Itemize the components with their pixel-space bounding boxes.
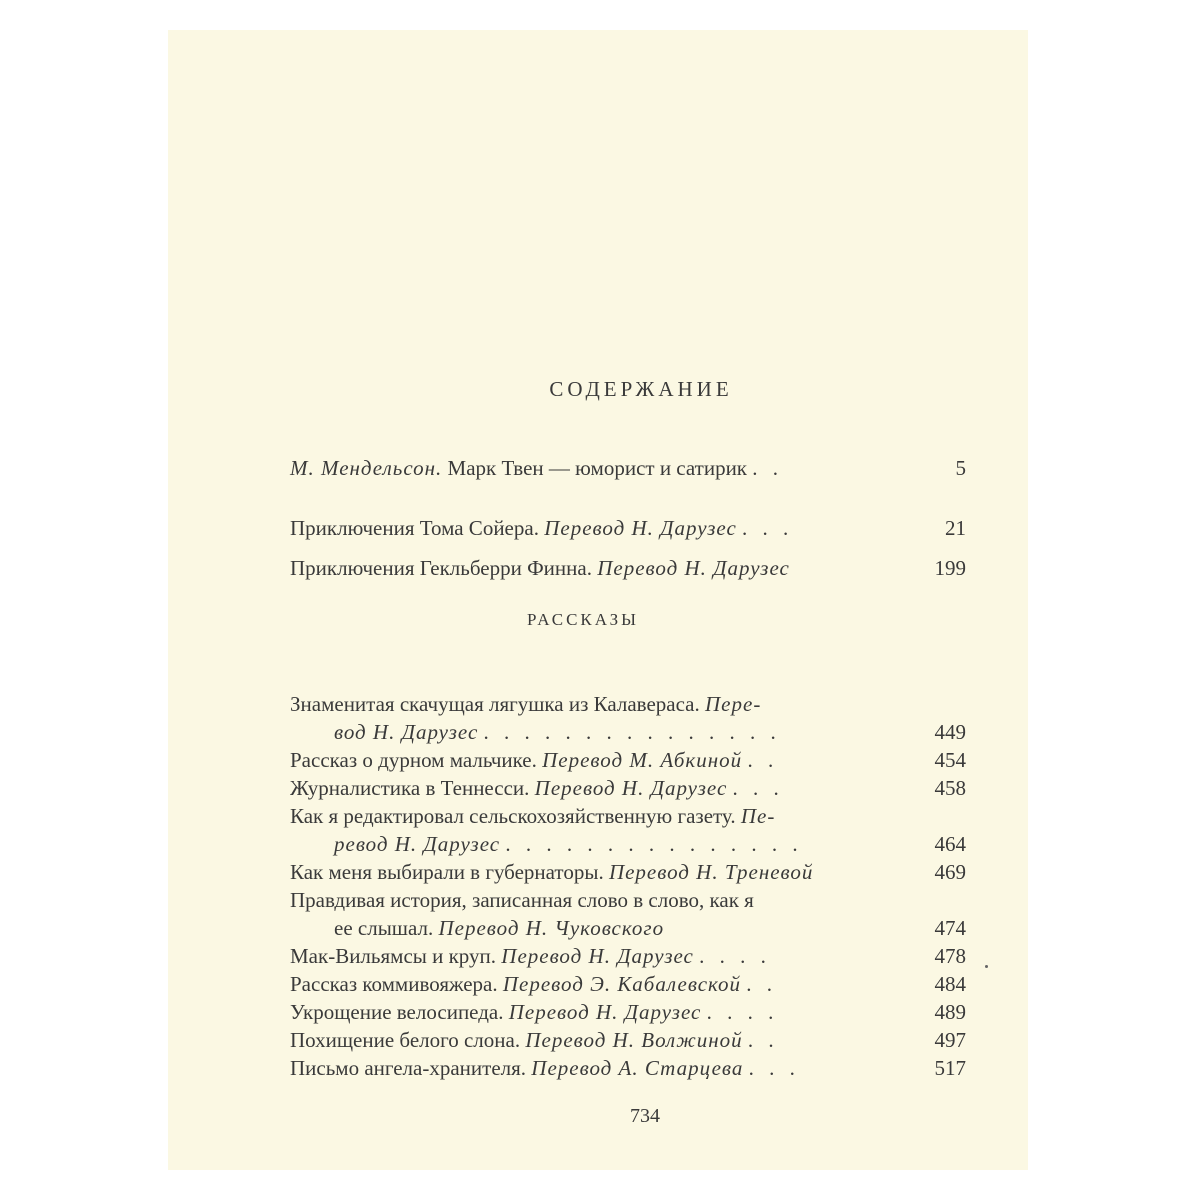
story-translator: Перевод Н. Дарузес: [508, 1000, 702, 1024]
novel-title: Приключения Тома Сойера.: [290, 516, 539, 540]
story-dots: . . .: [748, 1056, 800, 1080]
novel-translator: Перевод Н. Дарузес: [597, 556, 790, 580]
story-translator: Пе-: [740, 804, 776, 828]
toc-entry-story: [290, 858, 900, 886]
story-title: Мак-Вильямсы и круп.: [290, 944, 497, 968]
story-title: Укрощение велосипеда.: [290, 1000, 504, 1024]
story-translator: Пере-: [705, 692, 762, 716]
story-title: Письмо ангела-хранителя.: [290, 1056, 527, 1080]
story-title: Журналистика в Теннесси.: [290, 776, 530, 800]
intro-author: М. Мендельсон.: [290, 456, 443, 480]
story-dots: . . . .: [699, 944, 771, 968]
intro-page-number: 5: [955, 456, 966, 480]
story-page-number: 454: [934, 748, 966, 772]
story-dots: . . . . . . . . . . . . . . .: [483, 720, 781, 744]
story-translator: Перевод А. Старцева: [531, 1056, 744, 1080]
story-translator: вод Н. Дарузес: [334, 720, 479, 744]
story-translator: Перевод Э. Кабалевской: [502, 972, 742, 996]
story-page-number: 464: [934, 832, 966, 856]
story-page-number: 478: [934, 944, 966, 968]
story-dots: . .: [747, 1028, 779, 1052]
story-translator: Перевод М. Абкиной: [542, 748, 743, 772]
story-dots: . . . .: [706, 1000, 779, 1024]
novel-translator: Перевод Н. Дарузес: [544, 516, 737, 540]
story-page-number: 497: [934, 1028, 966, 1052]
book-page: [168, 30, 1028, 1170]
story-title: Правдивая история, записанная слово в слово, как я: [290, 888, 754, 912]
story-translator: Перевод Н. Чуковского: [438, 916, 665, 940]
toc-entry-story: [290, 802, 900, 858]
page-number-footer: 734: [630, 1105, 660, 1127]
story-translator: Перевод Н. Треневой: [608, 860, 814, 884]
story-dots: . .: [746, 972, 778, 996]
story-dots: . . .: [732, 776, 784, 800]
novel-page-number: 21: [945, 516, 966, 540]
toc-entry-intro: [290, 454, 900, 482]
story-translator: Перевод Н. Дарузес: [501, 944, 694, 968]
story-page-number: 449: [934, 720, 966, 744]
story-title: Как я редактировал сельскохозяйственную газету.: [290, 804, 736, 828]
toc-entry-story: [290, 942, 900, 970]
story-page-number: 517: [934, 1056, 966, 1080]
story-page-number: 484: [934, 972, 966, 996]
toc-entry-story: [290, 746, 900, 774]
story-page-number: 474: [934, 916, 966, 940]
story-title: ее слышал.: [334, 916, 434, 940]
toc-entry-story: [290, 690, 900, 746]
story-page-number: 469: [934, 860, 966, 884]
toc-entry-story: [290, 1054, 900, 1082]
toc-entry-novel: [290, 514, 900, 542]
toc-entry-story: [290, 998, 900, 1026]
story-title: Как меня выбирали в губернаторы.: [290, 860, 604, 884]
story-page-number: 458: [934, 776, 966, 800]
contents-heading: СОДЕРЖАНИЕ: [549, 377, 733, 401]
story-translator: Перевод Н. Волжиной: [525, 1028, 743, 1052]
section-heading-stories: РАССКАЗЫ: [527, 610, 639, 629]
toc-entry-story: [290, 774, 900, 802]
story-title: Похищение белого слона.: [290, 1028, 521, 1052]
intro-title: Марк Твен — юморист и сатирик: [447, 456, 748, 480]
novel-title: Приключения Гекльберри Финна.: [290, 556, 592, 580]
story-title: Знаменитая скачущая лягушка из Калавераса.: [290, 692, 700, 716]
story-title: Рассказ коммивояжера.: [290, 972, 498, 996]
story-title: Рассказ о дурном мальчике.: [290, 748, 537, 772]
toc-entry-story: [290, 886, 900, 942]
toc-entry-novel: [290, 554, 900, 582]
story-translator: ревод Н. Дарузес: [334, 832, 501, 856]
novel-page-number: 199: [934, 556, 966, 580]
story-dots: . . . . . . . . . . . . . . .: [505, 832, 803, 856]
story-dots: . .: [747, 748, 779, 772]
toc-entry-story: [290, 970, 900, 998]
story-page-number: 489: [934, 1000, 966, 1024]
intro-dots: . .: [752, 456, 784, 480]
ink-speck: [985, 965, 988, 968]
toc-entry-story: [290, 1026, 900, 1054]
story-translator: Перевод Н. Дарузес: [534, 776, 728, 800]
novel-dots: . . .: [742, 516, 794, 540]
